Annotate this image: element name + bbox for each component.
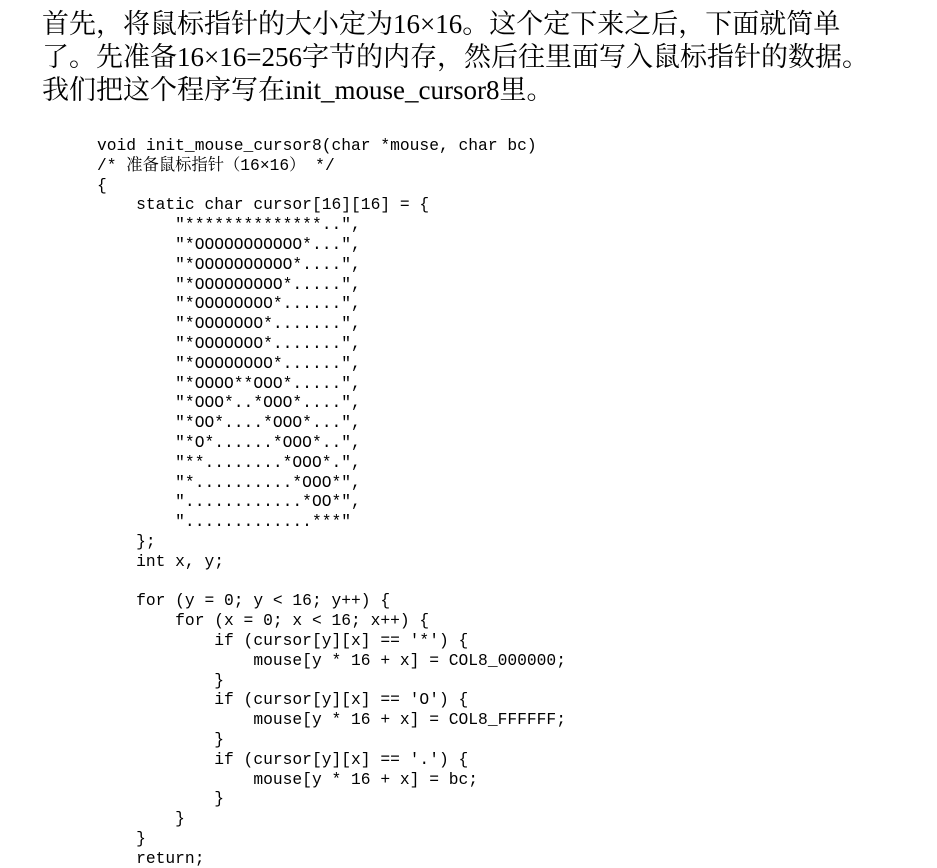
cursor-row: "**........*OOO*.", — [97, 452, 361, 472]
code-line: if (cursor[y][x] == '.') { — [97, 749, 469, 769]
code-line: for (x = 0; x < 16; x++) { — [97, 611, 430, 631]
code-line: mouse[y * 16 + x] = COL8_FFFFFF; — [97, 710, 566, 730]
code-line: } — [97, 809, 185, 829]
code-line: }; — [97, 531, 156, 551]
code-line: } — [97, 789, 225, 809]
intro-paragraph — [42, 8, 922, 107]
code-line: } — [97, 670, 225, 690]
code-line: if (cursor[y][x] == 'O') { — [97, 690, 469, 710]
code-line: } — [97, 729, 225, 749]
cursor-row: "*OOO*..*OOO*....", — [97, 393, 361, 413]
cursor-row: "*OOOO**OOO*.....", — [97, 373, 361, 393]
code-line: for (y = 0; y < 16; y++) { — [97, 591, 391, 611]
code-line: static char cursor[16][16] = { — [97, 195, 430, 215]
code-comment-line: /* 准备鼠标指针（16×16） */ — [97, 155, 335, 175]
cursor-row: "**************..", — [97, 215, 361, 235]
code-line: mouse[y * 16 + x] = bc; — [97, 769, 479, 789]
code-line: void init_mouse_cursor8(char *mouse, char bc) — [97, 136, 537, 155]
code-line: mouse[y * 16 + x] = COL8_000000; — [97, 650, 566, 670]
intro-line: 我们把这个程序写在init_mouse_cursor8里。 — [42, 75, 554, 105]
cursor-row: "*O*......*OOO*..", — [97, 432, 361, 452]
cursor-row: "*..........*OOO*", — [97, 472, 361, 492]
code-line: if (cursor[y][x] == '*') { — [97, 630, 469, 650]
cursor-row: "*OOOOOOOO*......", — [97, 353, 361, 373]
cursor-row: "............*OO*", — [97, 492, 361, 512]
code-line: } — [97, 828, 146, 848]
cursor-row: "*OOOOOOOOO*.....", — [97, 274, 361, 294]
cursor-row: "*OOOOOOO*.......", — [97, 314, 361, 334]
code-line: { — [97, 175, 107, 195]
cursor-row: "*OOOOOOO*.......", — [97, 333, 361, 353]
code-listing — [97, 136, 566, 868]
intro-line: 首先，将鼠标指针的大小定为16×16。这个定下来之后，下面就简单 — [42, 9, 841, 39]
intro-line: 了。先准备16×16=256字节的内存，然后往里面写入鼠标指针的数据。 — [42, 42, 869, 72]
cursor-row: "*OOOOOOOOOO*....", — [97, 254, 361, 274]
code-line: return; — [97, 848, 205, 868]
cursor-row: "*OOOOOOOO*......", — [97, 294, 361, 314]
code-line: int x, y; — [97, 551, 225, 571]
cursor-row: "*OOOOOOOOOOO*...", — [97, 234, 361, 254]
cursor-row: ".............***" — [97, 512, 352, 532]
code-blank-line — [97, 572, 566, 592]
cursor-row: "*OO*....*OOO*...", — [97, 413, 361, 433]
